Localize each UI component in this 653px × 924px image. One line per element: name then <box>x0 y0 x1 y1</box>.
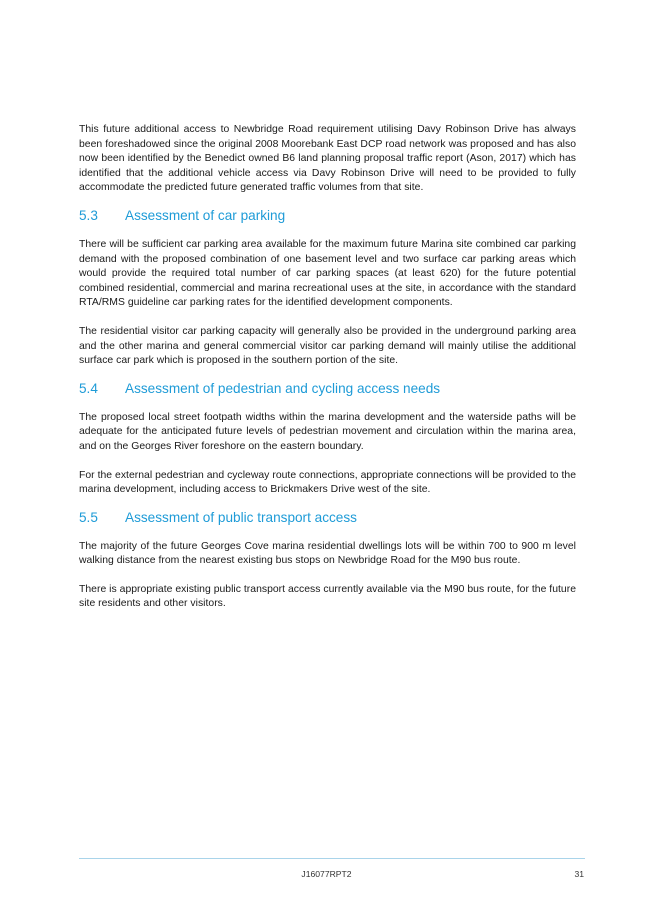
section-title: Assessment of car parking <box>125 207 286 223</box>
section-5-5-paragraph-2: There is appropriate existing public transport access currently available via the M90 bus route, for the future site residents and other visitors. <box>79 583 576 610</box>
section-5-3-paragraph-1: There will be sufficient car parking area available for the maximum future Marina site combined car parking demand with the proposed combination of one basement level and two surface car parking areas which would provide the required total number of car parking spaces (at least 620) for the future potential combined residential, commercial and marina recreational uses at the site, in accordance with the standard RTA/RMS guideline car parking rates for the identified development components. <box>79 238 576 309</box>
section-number: 5.4 <box>79 380 98 396</box>
section-number: 5.3 <box>79 207 98 223</box>
page-content <box>79 123 576 612</box>
footer-divider <box>79 858 585 859</box>
section-number: 5.5 <box>79 509 98 525</box>
section-heading-5-3 <box>79 207 576 225</box>
footer-page-number: 31 <box>574 869 584 879</box>
intro-paragraph: This future additional access to Newbridge Road requirement utilising Davy Robinson Drive has always been foreshadowed since the original 2008 Moorebank East DCP road network was proposed and has also now been identified by the Benedict owned B6 land planning proposal traffic report (Ason, 2017) which has identified that the additional vehicle access via Davy Robinson Drive will need to be provided to fully accommodate the predicted future generated traffic volumes from that site. <box>79 124 576 194</box>
section-5-4-paragraph-2: For the external pedestrian and cycleway route connections, appropriate connections will be provided to the marina development, including access to Brickmakers Drive west of the site. <box>79 469 576 496</box>
section-title: Assessment of public transport access <box>125 509 357 525</box>
section-5-5-paragraph-1: The majority of the future Georges Cove marina residential dwellings lots will be within 700 to 900 m level walking distance from the nearest existing bus stops on Newbridge Road for the M90 bus route. <box>79 540 576 567</box>
section-heading-5-4 <box>79 380 576 398</box>
footer-report-code: J16077RPT2 <box>301 869 352 879</box>
section-5-3-paragraph-2: The residential visitor car parking capacity will generally also be provided in the underground parking area and the other marina and general commercial visitor car parking demand will mainly utilise the additional surface car park which is proposed in the southern portion of the site. <box>79 325 576 367</box>
section-5-4-paragraph-1: The proposed local street footpath widths within the marina development and the waterside paths will be adequate for the anticipated future levels of pedestrian movement and circulation within the marina area, and on the Georges River foreshore on the eastern boundary. <box>79 411 576 452</box>
section-heading-5-5 <box>79 509 576 527</box>
section-title: Assessment of pedestrian and cycling access needs <box>125 380 441 396</box>
